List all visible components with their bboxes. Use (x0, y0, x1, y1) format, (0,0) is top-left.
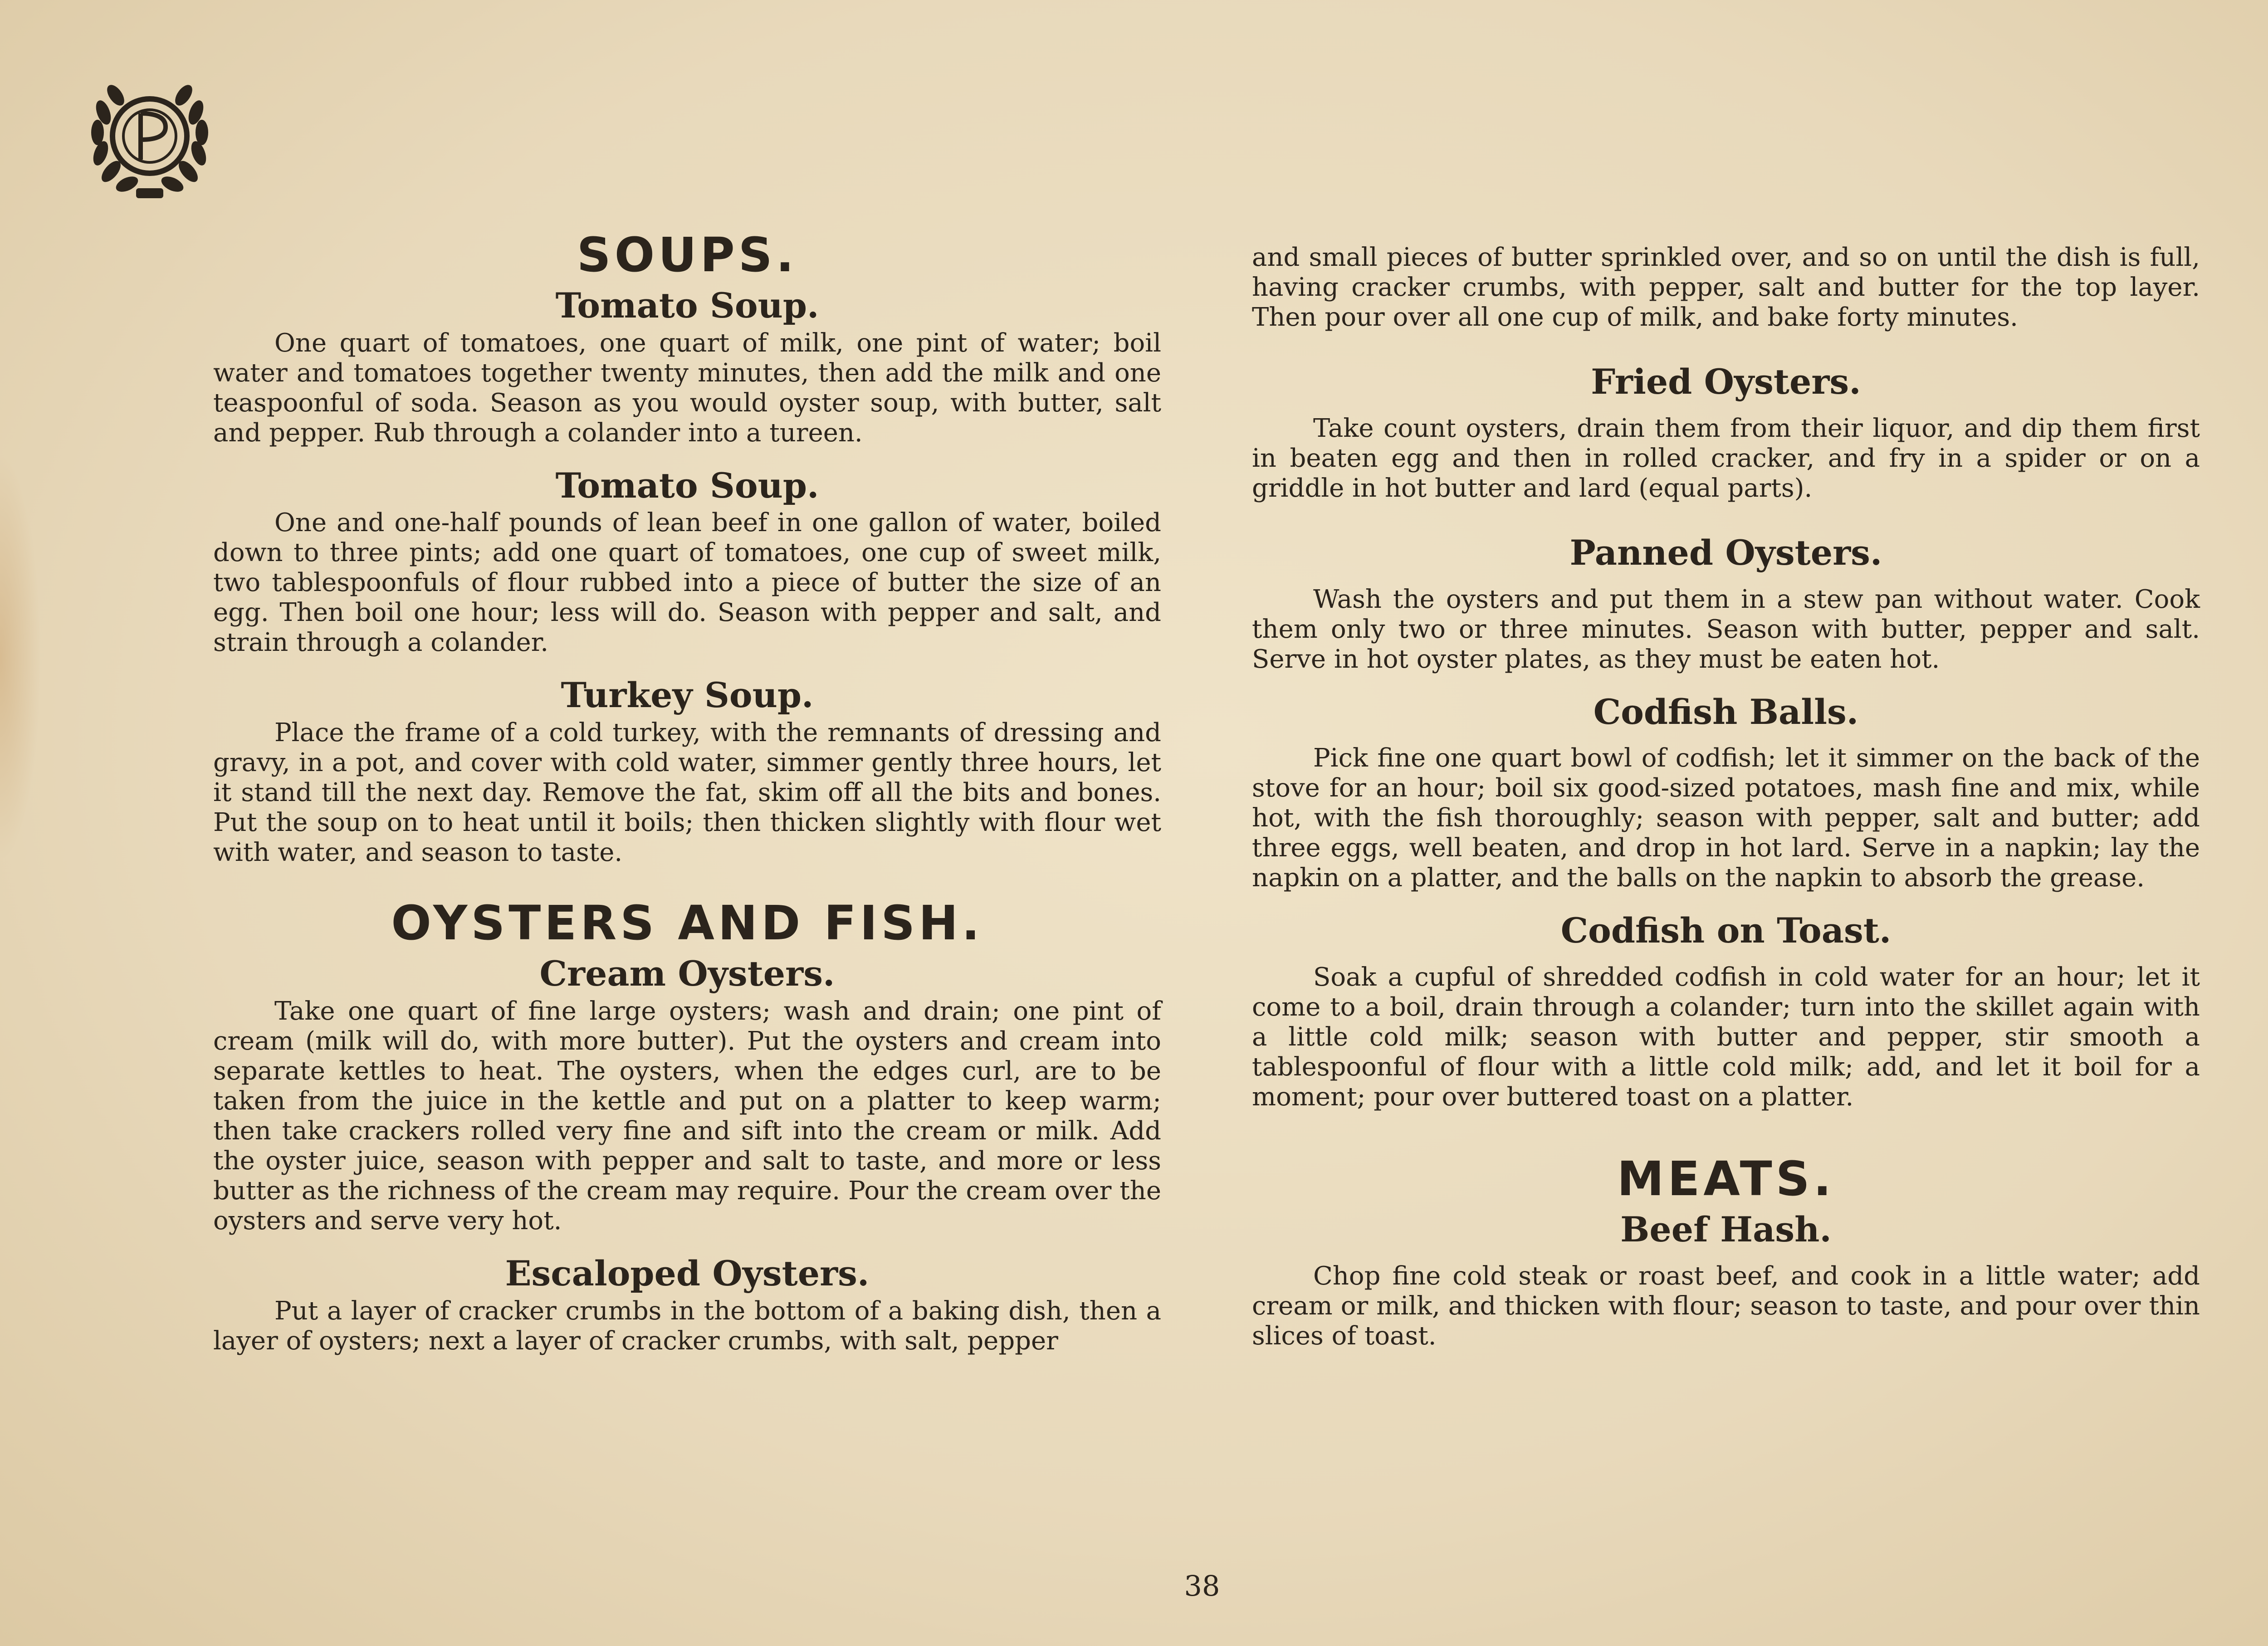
recipe-title-escaloped-oysters: Escaloped Oysters. (505, 1253, 870, 1294)
recipe-text-tomato-soup-2: One and one-half pounds of lean beef in one gallon of water, boiled down to three pints; add one quart of tomatoes, one cup of sweet milk, two tablespoonfuls of flour rubbed into a piece of butter the size of an egg. Then boil one hour; less will do. Season with pepper and salt, and strain through a colander. (213, 508, 1161, 658)
recipe-text-cream-oysters: Take one quart of fine large oysters; wash and drain; one pint of cream (milk will do, with more butter). Put the oysters and cream into separate kettles to heat. The oysters, when the edges curl, are to be taken from the juice in the kettle and put on a platter to keep warm; then take crackers rolled very fine and sift into the cream or milk. Add the oyster juice, season with pepper and salt to taste, and more or less butter as the richness of the cream may require. Pour the cream over the oysters and serve very hot. (213, 996, 1161, 1236)
right-column (1252, 243, 2200, 1351)
recipe-title-tomato-soup-2: Tomato Soup. (555, 465, 819, 506)
recipe-title-codfish-balls: Codfish Balls. (1593, 691, 1859, 732)
recipe-text-codfish-on-toast: Soak a cupful of shredded codfish in cold water for an hour; let it come to a boil, drain through a colander; turn into the skillet again with a little cold milk; season with butter and pepper, stir smooth a tablespoonful of flour with a little cold milk; add, and let it boil for a moment; pour over buttered toast on a platter. (1252, 962, 2200, 1112)
recipe-text-codfish-balls: Pick fine one quart bowl of codfish; let it simmer on the back of the stove for an hour; boil six good-sized potatoes, mash fine and mix, while hot, with the fish thoroughly; season with pepper, salt and butter; add three eggs, well beaten, and drop in hot lard. Serve in a napkin; lay the napkin on a platter, and the balls on the napkin to absorb the grease. (1252, 743, 2200, 893)
recipe-title-turkey-soup: Turkey Soup. (561, 675, 814, 716)
soups-heading: SOUPS. (577, 227, 798, 283)
meats-heading: MEATS. (1617, 1151, 1835, 1207)
recipe-title-cream-oysters: Cream Oysters. (539, 953, 835, 994)
recipe-text-beef-hash: Chop fine cold steak or roast beef, and cook in a little water; add cream or milk, and thicken with flour; season to taste, and pour over thin slices of toast. (1252, 1261, 2200, 1351)
recipe-text-escaloped-oysters: Put a layer of cracker crumbs in the bottom of a baking dish, then a layer of oysters; next a layer of cracker crumbs, with salt, pepper (213, 1296, 1161, 1356)
recipe-title-panned-oysters: Panned Oysters. (1569, 532, 1882, 573)
left-column (213, 227, 1161, 1356)
recipe-title-fried-oysters: Fried Oysters. (1591, 361, 1861, 402)
paper-stain (0, 454, 41, 862)
recipe-text-escaloped-continued: and small pieces of butter sprinkled over, and so on until the dish is full, having cracker crumbs, with pepper, salt and butter for the top layer. Then pour over all one cup of milk, and bake forty minutes. (1252, 243, 2200, 332)
page-number: 38 (1184, 1569, 1220, 1602)
wreath-monogram-icon (73, 59, 227, 213)
recipe-text-panned-oysters: Wash the oysters and put them in a stew pan without water. Cook them only two or three minutes. Season with butter, pepper and salt. Serve in hot oyster plates, as they must be eaten hot. (1252, 584, 2200, 674)
recipe-text-turkey-soup: Place the frame of a cold turkey, with the remnants of dressing and gravy, in a pot, and cover with cold water, simmer gently three hours, let it stand till the next day. Remove the fat, skim off all the bits and bones. Put the soup on to heat until it boils; then thicken slightly with flour wet with water, and season to taste. (213, 718, 1161, 868)
recipe-text-tomato-soup-1: One quart of tomatoes, one quart of milk, one pint of water; boil water and tomatoes together twenty minutes, then add the milk and one teaspoonful of soda. Season as you would oyster soup, with butter, salt and pepper. Rub through a colander into a tureen. (213, 328, 1161, 448)
recipe-title-codfish-on-toast: Codfish on Toast. (1560, 910, 1892, 951)
recipe-title-beef-hash: Beef Hash. (1620, 1209, 1832, 1250)
recipe-title-tomato-soup-1: Tomato Soup. (555, 285, 819, 326)
oysters-and-fish-heading: OYSTERS AND FISH. (391, 895, 983, 951)
recipe-text-fried-oysters: Take count oysters, drain them from their liquor, and dip them first in beaten egg and then in rolled cracker, and fry in a spider or on a griddle in hot butter and lard (equal parts). (1252, 413, 2200, 503)
